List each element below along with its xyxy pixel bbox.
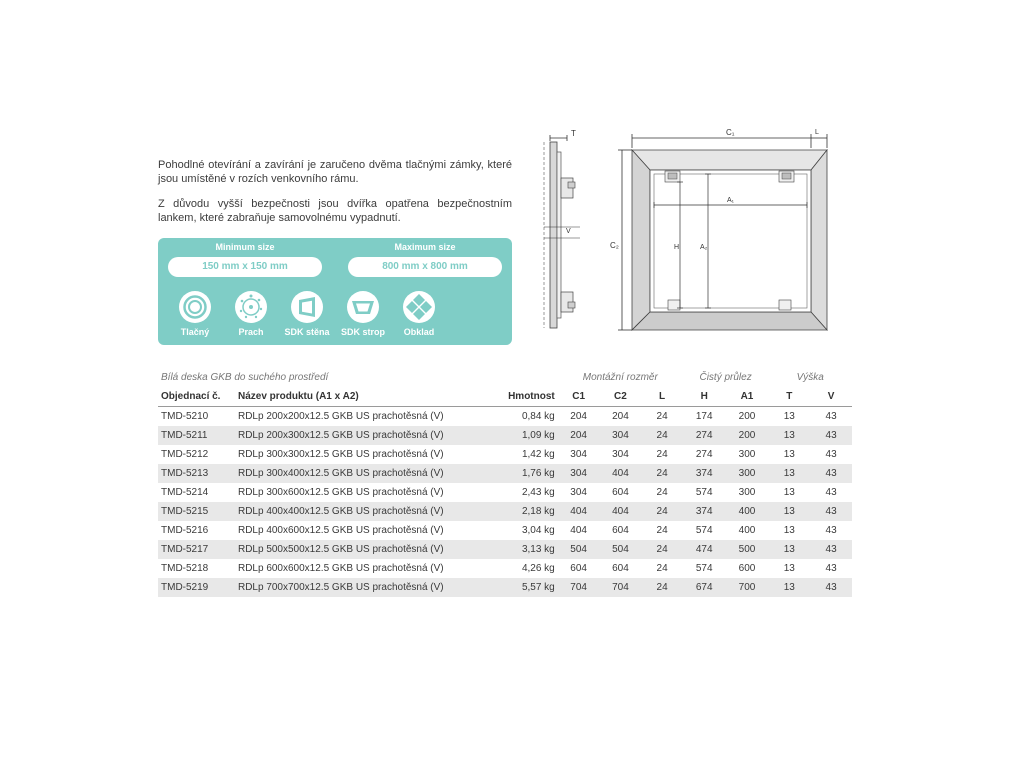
cell-weight: 1,09 kg — [489, 426, 558, 445]
cell-l: 24 — [641, 502, 682, 521]
cell-product-name: RDLp 500x500x12.5 GKB US prachotěsná (V) — [235, 540, 489, 559]
cell-l: 24 — [641, 426, 682, 445]
cell-h: 374 — [683, 502, 726, 521]
cell-a1: 300 — [738, 449, 756, 460]
cell-t: 13 — [783, 449, 795, 460]
tile-icon — [402, 290, 436, 324]
cell-a1: 200 — [738, 411, 756, 422]
cell-v: 43 — [810, 502, 852, 521]
feature-label: Prach — [238, 327, 264, 337]
cell-h: 174 — [695, 411, 713, 422]
cell-c1: 704 — [558, 578, 600, 597]
feature-label: Tlačný — [180, 327, 210, 337]
col-weight: Hmotnost — [489, 387, 558, 407]
cell-product-name: RDLp 600x600x12.5 GKB US prachotěsná (V) — [237, 563, 444, 574]
cell-h: 474 — [683, 540, 726, 559]
cell-c2: 404 — [600, 502, 642, 521]
cell-product-name: RDLp 200x200x12.5 GKB US prachotěsná (V) — [237, 411, 444, 422]
cell-product-name: RDLp 300x400x12.5 GKB US prachotěsná (V) — [235, 464, 489, 483]
drywall-wall-icon — [290, 290, 324, 324]
cell-product-name: RDLp 300x300x12.5 GKB US prachotěsná (V) — [237, 449, 444, 460]
cell-v: 43 — [825, 563, 837, 574]
col-c2: C2 — [600, 387, 642, 407]
cell-h: 374 — [683, 464, 726, 483]
col-a1: A1 — [726, 387, 769, 407]
cell-c2: 604 — [612, 525, 629, 536]
cell-h: 574 — [695, 563, 713, 574]
cell-c2: 704 — [600, 578, 642, 597]
label-c1: C₁ — [726, 128, 735, 137]
dust-icon — [234, 290, 268, 324]
label-h: H — [674, 244, 680, 251]
cell-weight: 2,18 kg — [489, 502, 558, 521]
cell-v: 43 — [825, 449, 837, 460]
table-row — [158, 502, 852, 521]
cell-t: 13 — [768, 540, 810, 559]
table-row — [158, 559, 852, 578]
table-row — [158, 426, 852, 445]
cell-weight: 3,13 kg — [489, 540, 558, 559]
col-l: L — [641, 387, 682, 407]
feature-tile — [391, 290, 447, 337]
front-view — [610, 128, 827, 330]
cell-l: 24 — [656, 487, 668, 498]
cell-weight: 2,43 kg — [521, 487, 555, 498]
group-mount: Montážní rozměr — [582, 371, 658, 383]
cell-t: 13 — [768, 502, 810, 521]
cell-t: 13 — [768, 578, 810, 597]
feature-panel — [158, 238, 512, 345]
cell-h: 674 — [683, 578, 726, 597]
cell-a1: 400 — [726, 502, 769, 521]
label-a1: A₁ — [727, 197, 735, 204]
feature-label: SDK stěna — [284, 327, 330, 337]
cell-c2: 504 — [600, 540, 642, 559]
table-row — [158, 578, 852, 597]
cell-c2: 404 — [600, 464, 642, 483]
cell-order-number: TMD-5215 — [158, 502, 235, 521]
cell-c2: 204 — [612, 411, 629, 422]
max-size-label: Maximum size — [394, 242, 456, 252]
push-lock-icon — [178, 290, 212, 324]
cell-product-name: RDLp 400x400x12.5 GKB US prachotěsná (V) — [235, 502, 489, 521]
cell-c1: 304 — [558, 464, 600, 483]
label-t: T — [571, 129, 576, 138]
col-c1: C1 — [558, 387, 600, 407]
cell-c1: 204 — [558, 426, 600, 445]
cell-l: 24 — [641, 578, 682, 597]
cell-weight: 1,76 kg — [489, 464, 558, 483]
cell-t: 13 — [783, 525, 795, 536]
cell-product-name: RDLp 300x600x12.5 GKB US prachotěsná (V) — [237, 487, 444, 498]
technical-drawing — [530, 122, 860, 352]
cell-a1: 600 — [738, 563, 756, 574]
label-l: L — [815, 129, 819, 136]
col-order-number: Objednací č. — [158, 387, 235, 407]
cell-t: 13 — [783, 563, 795, 574]
cell-a1: 200 — [726, 426, 769, 445]
min-size-value: 150 mm x 150 mm — [168, 257, 322, 277]
table-row — [158, 464, 852, 483]
cell-product-name: RDLp 700x700x12.5 GKB US prachotěsná (V) — [235, 578, 489, 597]
cell-weight: 4,26 kg — [521, 563, 555, 574]
cell-t: 13 — [768, 426, 810, 445]
description — [158, 158, 512, 236]
cell-a1: 700 — [726, 578, 769, 597]
cell-v: 43 — [810, 578, 852, 597]
cell-c2: 604 — [612, 487, 629, 498]
cell-c1: 504 — [558, 540, 600, 559]
cell-order-number: TMD-5216 — [161, 525, 209, 536]
cell-c2: 604 — [612, 563, 629, 574]
cell-v: 43 — [810, 426, 852, 445]
cell-t: 13 — [783, 487, 795, 498]
cell-v: 43 — [825, 525, 837, 536]
cell-t: 13 — [768, 464, 810, 483]
cell-order-number: TMD-5213 — [158, 464, 235, 483]
cell-c1: 404 — [570, 525, 587, 536]
feature-drywall-wall — [279, 290, 335, 337]
cell-h: 574 — [695, 487, 713, 498]
cell-c1: 304 — [570, 449, 587, 460]
cell-h: 274 — [683, 426, 726, 445]
feature-push-lock — [167, 290, 223, 337]
cell-product-name: RDLp 400x600x12.5 GKB US prachotěsná (V) — [237, 525, 444, 536]
cell-c1: 304 — [570, 487, 587, 498]
cell-l: 24 — [641, 464, 682, 483]
label-c2: C₂ — [610, 241, 619, 250]
cell-order-number: TMD-5212 — [161, 449, 209, 460]
cell-weight: 5,57 kg — [489, 578, 558, 597]
cell-v: 43 — [825, 487, 837, 498]
table-group-header — [158, 367, 852, 387]
cell-c2: 304 — [612, 449, 629, 460]
table-row — [158, 445, 852, 464]
cell-order-number: TMD-5217 — [158, 540, 235, 559]
cell-c1: 604 — [570, 563, 587, 574]
max-size-value: 800 mm x 800 mm — [348, 257, 502, 277]
col-product-name: Název produktu (A1 x A2) — [235, 387, 489, 407]
table-row — [158, 540, 852, 559]
cell-product-name: RDLp 200x300x12.5 GKB US prachotěsná (V) — [235, 426, 489, 445]
table-row — [158, 521, 852, 540]
cell-l: 24 — [656, 525, 668, 536]
col-v: V — [810, 387, 852, 407]
cell-l: 24 — [656, 411, 668, 422]
min-size-label: Minimum size — [215, 242, 275, 252]
cell-v: 43 — [825, 411, 837, 422]
cell-v: 43 — [810, 540, 852, 559]
table-row — [158, 407, 852, 427]
feature-label: Obklad — [403, 327, 435, 337]
feature-drywall-ceiling — [335, 290, 391, 337]
group-height: Výška — [796, 371, 824, 383]
product-table — [158, 367, 852, 597]
col-h: H — [683, 387, 726, 407]
cell-order-number: TMD-5210 — [161, 411, 209, 422]
cell-order-number: TMD-5218 — [161, 563, 209, 574]
cell-c1: 204 — [570, 411, 587, 422]
cell-order-number: TMD-5214 — [161, 487, 209, 498]
description-paragraph-1: Pohodlné otevírání a zavírání je zaručeno dvěma tlačnými zámky, které jsou umístěné v rozích venkovního rámu. — [158, 159, 512, 185]
feature-label: SDK strop — [340, 327, 385, 337]
cell-l: 24 — [656, 449, 668, 460]
cell-a1: 500 — [726, 540, 769, 559]
cell-order-number: TMD-5219 — [158, 578, 235, 597]
cell-t: 13 — [783, 411, 795, 422]
cell-v: 43 — [810, 464, 852, 483]
side-profile — [544, 129, 580, 328]
col-t: T — [768, 387, 810, 407]
cell-a1: 300 — [726, 464, 769, 483]
cell-order-number: TMD-5211 — [158, 426, 235, 445]
cell-l: 24 — [641, 540, 682, 559]
cell-weight: 1,42 kg — [521, 449, 555, 460]
table-header-row — [158, 387, 852, 407]
table-row — [158, 483, 852, 502]
cell-weight: 0,84 kg — [521, 411, 555, 422]
cell-h: 274 — [695, 449, 713, 460]
cell-c2: 304 — [600, 426, 642, 445]
cell-l: 24 — [656, 563, 668, 574]
description-paragraph-2: Z důvodu vyšší bezpečnosti jsou dvířka opatřena bezpečnostním lankem, které zabraňuje samovolnému vypadnutí. — [158, 198, 512, 224]
feature-dust — [223, 290, 279, 337]
label-v: V — [566, 228, 571, 235]
label-a2: A₂ — [700, 244, 708, 251]
drywall-ceiling-icon — [346, 290, 380, 324]
group-clear: Čistý průlez — [699, 371, 752, 383]
table-caption: Bílá deska GKB do suchého prostředí — [161, 371, 329, 383]
cell-a1: 300 — [738, 487, 756, 498]
cell-c1: 404 — [558, 502, 600, 521]
cell-h: 574 — [695, 525, 713, 536]
cell-a1: 400 — [738, 525, 756, 536]
cell-weight: 3,04 kg — [521, 525, 555, 536]
